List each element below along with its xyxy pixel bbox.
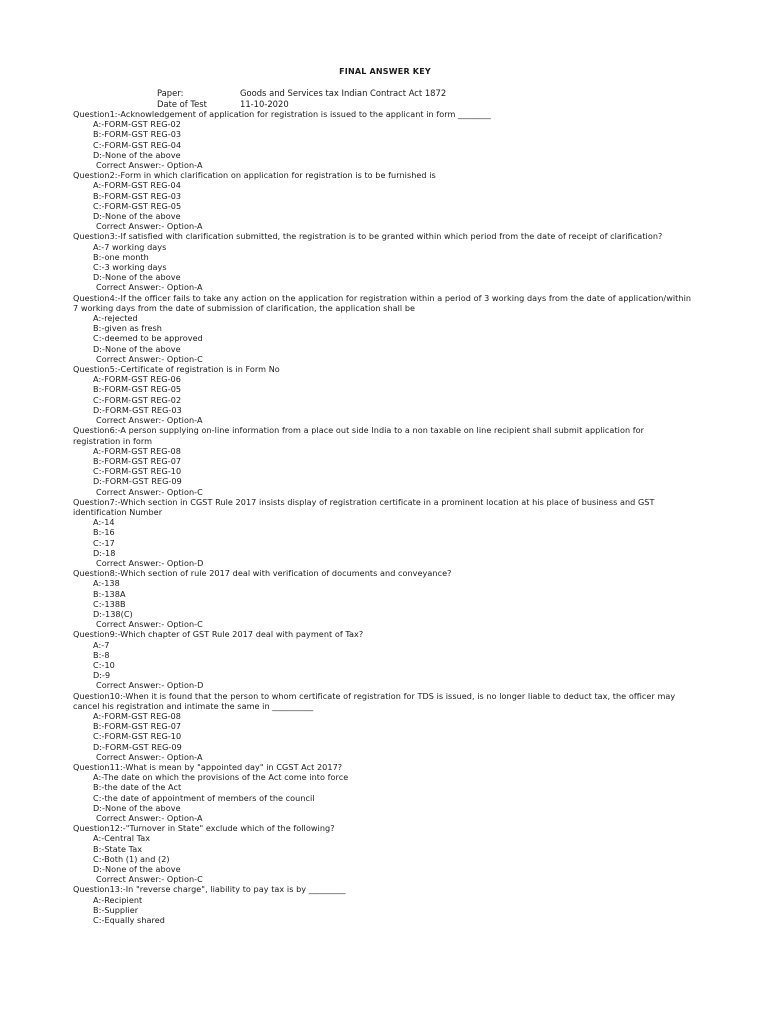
correct-answer: Correct Answer:- Option-C xyxy=(96,619,203,630)
answer-option: C:-FORM-GST REG-05 xyxy=(93,200,182,211)
date-value: 11-10-2020 xyxy=(240,99,289,109)
correct-answer: Correct Answer:- Option-A xyxy=(96,813,203,824)
paper-label: Paper: xyxy=(157,88,184,98)
answer-option: D:-FORM-GST REG-09 xyxy=(93,476,182,487)
answer-option: B:-8 xyxy=(93,649,110,660)
correct-answer: Correct Answer:- Option-A xyxy=(96,282,203,293)
answer-option: D:-FORM-GST REG-03 xyxy=(93,404,182,415)
answer-option: C:-Both (1) and (2) xyxy=(93,853,170,864)
answer-option: C:-Equally shared xyxy=(93,915,165,926)
question-text: Question4:-If the officer fails to take any action on the application for registration within a period of 3 working days from the date of application/within 7 working days from the date of submission of clarification, the application shall be xyxy=(73,292,692,313)
correct-answer: Correct Answer:- Option-D xyxy=(96,680,204,691)
answer-option: A:-FORM-GST REG-08 xyxy=(93,445,181,456)
question-block xyxy=(73,425,693,496)
correct-answer: Correct Answer:- Option-A xyxy=(96,751,203,762)
correct-answer: Correct Answer:- Option-C xyxy=(96,353,203,364)
question-text: Question10:-When it is found that the person to whom certificate of registration for TDS is issued, is no longer liable to deduct tax, the officer may cancel his registration and intimate the same in __________ xyxy=(73,690,676,711)
answer-option: A:-7 xyxy=(93,639,110,650)
answer-option: D:-9 xyxy=(93,670,111,681)
question-text: Question3:-If satisfied with clarification submitted, the registration is to be granted within which period from the date of receipt of clarification? xyxy=(73,231,663,242)
answer-option: B:-FORM-GST REG-07 xyxy=(93,721,182,732)
answer-option: C:-FORM-GST REG-10 xyxy=(93,466,182,477)
answer-option: A:-Central Tax xyxy=(93,833,151,844)
answer-option: A:-Recipient xyxy=(93,894,143,905)
answer-option: B:-FORM-GST REG-05 xyxy=(93,384,182,395)
correct-answer: Correct Answer:- Option-C xyxy=(96,874,203,885)
correct-answer: Correct Answer:- Option-A xyxy=(96,415,203,426)
question-block xyxy=(73,293,693,364)
question-text: Question11:-What is mean by "appointed day" in CGST Act 2017? xyxy=(73,762,343,772)
question-block xyxy=(73,231,693,292)
correct-answer: Correct Answer:- Option-A xyxy=(96,221,203,232)
question-text: Question7:-Which section in CGST Rule 2017 insists display of registration certificate in a prominent location at his place of business and GST identification Number xyxy=(73,496,655,517)
answer-option: D:-None of the above xyxy=(93,211,181,222)
answer-option: C:-deemed to be approved xyxy=(93,333,203,344)
date-label: Date of Test xyxy=(157,99,207,109)
question-text: Question5:-Certificate of registration is in Form No xyxy=(73,364,280,375)
question-block xyxy=(73,691,693,762)
answer-option: D:-None of the above xyxy=(93,343,181,354)
correct-answer: Correct Answer:- Option-A xyxy=(96,160,203,171)
answer-option: D:-138(C) xyxy=(93,608,133,619)
answer-option: C:-138B xyxy=(93,598,126,609)
answer-option: B:-138A xyxy=(93,588,126,599)
answer-option: A:-The date on which the provisions of the Act come into force xyxy=(93,772,349,783)
answer-option: D:-None of the above xyxy=(93,149,181,160)
answer-option: B:-one month xyxy=(93,251,149,262)
question-block xyxy=(73,568,693,629)
answer-option: A:-138 xyxy=(93,578,120,589)
answer-option: C:-FORM-GST REG-02 xyxy=(93,394,182,405)
answer-option: B:-16 xyxy=(93,527,115,538)
question-block xyxy=(73,364,693,425)
answer-option: D:-FORM-GST REG-09 xyxy=(93,741,182,752)
paper-row xyxy=(157,88,446,99)
answer-option: D:-None of the above xyxy=(93,802,181,813)
answer-option: B:-given as fresh xyxy=(93,323,162,334)
question-block xyxy=(73,170,693,231)
answer-option: A:-FORM-GST REG-02 xyxy=(93,119,181,130)
answer-option: A:-FORM-GST REG-08 xyxy=(93,710,181,721)
question-text: Question13:-In "reverse charge", liability to pay tax is by _________ xyxy=(73,884,346,895)
document-title: FINAL ANSWER KEY xyxy=(339,67,431,76)
question-text: Question1:-Acknowledgement of application for registration is issued to the applicant in form ________ xyxy=(73,109,491,119)
paper-value: Goods and Services tax Indian Contract Act 1872 xyxy=(240,88,447,98)
answer-option: A:-FORM-GST REG-06 xyxy=(93,374,181,385)
question-text: Question8:-Which section of rule 2017 deal with verification of documents and conveyance? xyxy=(73,568,452,579)
answer-option: B:-FORM-GST REG-03 xyxy=(93,129,182,140)
answer-option: B:-the date of the Act xyxy=(93,782,182,793)
question-block xyxy=(73,823,693,884)
question-block xyxy=(73,497,693,568)
answer-option: A:-14 xyxy=(93,517,115,528)
question-list xyxy=(73,109,693,925)
question-text: Question9:-Which chapter of GST Rule 2017 deal with payment of Tax? xyxy=(73,629,364,640)
answer-option: A:-7 working days xyxy=(93,241,167,252)
answer-option: C:-FORM-GST REG-04 xyxy=(93,139,182,150)
question-text: Question2:-Form in which clarification on application for registration is to be furnished is xyxy=(73,170,436,181)
answer-option: B:-FORM-GST REG-07 xyxy=(93,455,182,466)
question-block xyxy=(73,762,693,823)
answer-option: A:-rejected xyxy=(93,313,138,324)
answer-option: C:-the date of appointment of members of the council xyxy=(93,792,315,803)
answer-option: C:-3 working days xyxy=(93,262,167,273)
question-block xyxy=(73,109,693,170)
answer-option: A:-FORM-GST REG-04 xyxy=(93,180,181,191)
correct-answer: Correct Answer:- Option-C xyxy=(96,486,203,497)
answer-option: C:-17 xyxy=(93,537,115,548)
answer-option: C:-10 xyxy=(93,659,115,670)
answer-option: D:-18 xyxy=(93,547,116,558)
correct-answer: Correct Answer:- Option-D xyxy=(96,557,204,568)
answer-option: B:-FORM-GST REG-03 xyxy=(93,190,182,201)
answer-option: C:-FORM-GST REG-10 xyxy=(93,731,182,742)
question-text: Question6:-A person supplying on-line information from a place out side India to a non taxable on line recipient shall submit application for registration in form xyxy=(73,425,645,446)
question-block xyxy=(73,884,693,925)
question-block xyxy=(73,629,693,690)
question-text: Question12:-"Turnover in State" exclude which of the following? xyxy=(73,823,335,834)
answer-option: D:-None of the above xyxy=(93,864,181,875)
answer-option: D:-None of the above xyxy=(93,272,181,283)
answer-option: B:-State Tax xyxy=(93,843,143,854)
answer-option: B:-Supplier xyxy=(93,904,139,915)
